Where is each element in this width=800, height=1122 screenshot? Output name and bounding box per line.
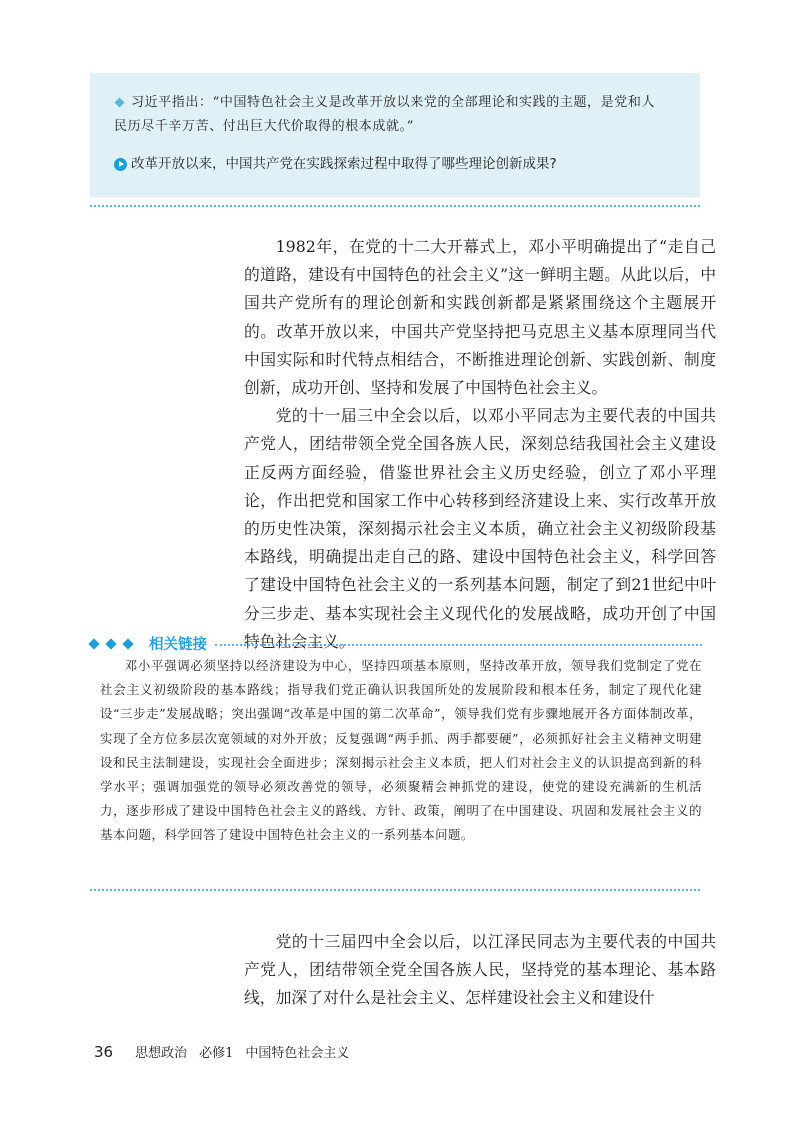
related-link-paragraph: 邓小平强调必须坚持以经济建设为中心，坚持四项基本原则，坚持改革开放，领导我们党制定了党在社会主义初级阶段的基本路线；指导我们党正确认识我国所处的发展阶段和根本任务，制定了现代化建设“三步走”发展战略；突出强调“改革是中国的第二次革命”，领导我们党有步骤地展开各方面体制改革，实现了全方位多层次宽领域的对外开放；反复强调“两手抓、两手都要硬”，必须抓好社会主义精神文明建设和民主法制建设，实现社会全面进步；深刻揭示社会主义本质，把人们对社会主义的认识提高到新的科学水平；强调加强党的领导必须改善党的领导，必须聚精会神抓党的建设，使党的建设充满新的生机活力，逐步形成了建设中国特色社会主义的路线、方针、政策，阐明了在中国建设、巩固和发展社会主义的基本问题，科学回答了建设中国特色社会主义的一系列基本问题。 xyxy=(100,658,702,843)
quote-box xyxy=(90,73,700,197)
related-link-title: 相关链接 xyxy=(149,637,207,653)
question-prompt xyxy=(114,153,678,175)
paragraph-fourth-plenum: 党的十三届四中全会以后，以江泽民同志为主要代表的中国共产党人，团结带领全党全国各族人民，坚持党的基本理论、基本路线，加深了对什么是社会主义、怎样建设社会主义和建设什 xyxy=(244,932,716,1008)
paragraph-third-plenum: 党的十一届三中全会以后，以邓小平同志为主要代表的中国共产党人，团结带领全党全国各族人民，深刻总结我国社会主义建设正反两方面经验，借鉴世界社会主义历史经验，创立了邓小平理论，作出把党和国家工作中心转移到经济建设上来、实行改革开放的历史性决策，深刻揭示社会主义本质，确立社会主义初级阶段基本路线，明确提出走自己的路、建设中国特色社会主义，科学回答了建设中国特色社会主义的一系列基本问题，制定了到21世纪中叶分三步走、基本实现社会主义现代化的发展战略，成功开创了中国特色社会主义。 xyxy=(244,406,716,651)
page-footer xyxy=(94,1042,361,1061)
diamond-icon xyxy=(115,97,125,107)
quote-line-1: 习近平指出：“中国特色社会主义是改革开放以来党的全部理论和实践的主题，是党和人 xyxy=(131,95,656,110)
related-link-rule xyxy=(215,644,702,646)
footer-subject: 思想政治 xyxy=(135,1046,188,1061)
footer-volume: 必修1 xyxy=(199,1046,234,1061)
play-circle-icon xyxy=(114,158,127,171)
section-divider-bottom xyxy=(90,889,700,891)
section-divider-top xyxy=(90,205,700,207)
main-body-text-continued xyxy=(244,928,716,1013)
diamond-icon xyxy=(90,640,141,648)
related-link-body xyxy=(100,654,702,848)
quote-line-2: 民历尽千辛万苦、付出巨大代价取得的根本成就。” xyxy=(114,119,414,134)
question-text: 改革开放以来，中国共产党在实践探索过程中取得了哪些理论创新成果? xyxy=(131,156,557,172)
quote-text xyxy=(114,91,678,115)
main-body-text xyxy=(244,233,716,656)
page-number: 36 xyxy=(94,1043,114,1061)
footer-book-title: 中国特色社会主义 xyxy=(245,1046,350,1061)
related-link-header xyxy=(90,633,702,654)
paragraph-1982: 1982年，在党的十二大开幕式上，邓小平明确提出了“走自己的道路，建设有中国特色的社会主义”这一鲜明主题。从此以后，中国共产党所有的理论创新和实践创新都是紧紧围绕这个主题展开的。改革开放以来，中国共产党坚持把马克思主义基本原理同当代中国实际和时代特点相结合，不断推进理论创新、实践创新、制度创新，成功开创、坚持和发展了中国特色社会主义。 xyxy=(244,237,716,398)
